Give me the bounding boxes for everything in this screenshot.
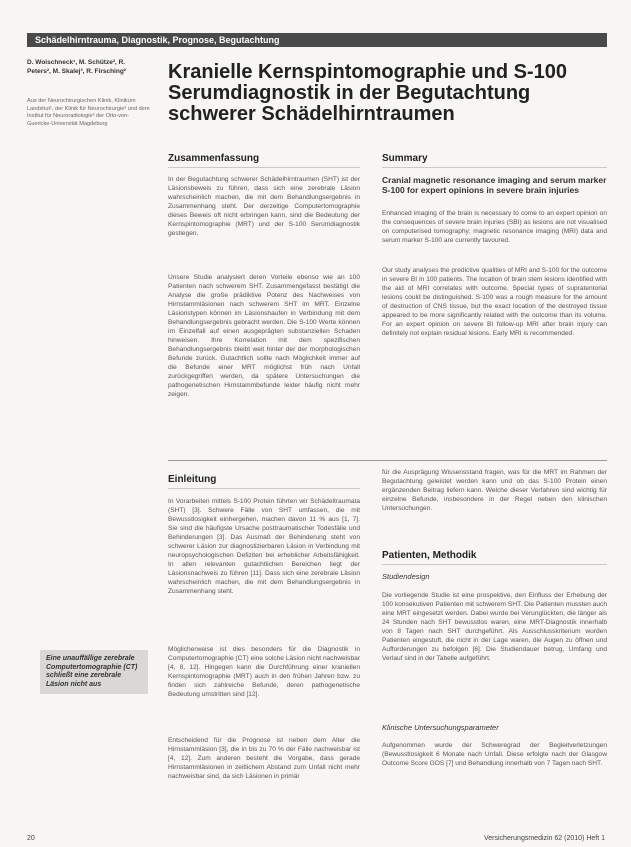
- methods-subheading-design: Studiendesign: [382, 572, 430, 581]
- abstract-de-heading: Zusammenfassung: [168, 153, 360, 168]
- pull-quote-box: Eine unauffällige zerebrale Computertomographie (CT) schließt eine zerebrale Läsion nicht aus: [40, 650, 148, 694]
- section-banner: Schädelhirntrauma, Diagnostik, Prognose, Begutachtung: [27, 33, 607, 47]
- section-divider: [168, 460, 607, 461]
- abstract-en-paragraph-2: Our study analyses the predictive qualities of MRI and S-100 for the outcome in severe BI in 100 patients. The location of brain stem lesions identified with the aid of MRI correlates with outcome. Special types of supratentorial lesions could be distinguished. S-100 was a rough measure for the amount of destruction of CNS tissue, but the exact location of the destroyed tissue appeared to be more significantly related with the outcome than its volume. For an expert opinion on severe BI follow-up MRI after brain injury can definitely not explain residual lesions. Early MRI is recommended.: [382, 267, 607, 337]
- abstract-de-paragraph-1: In der Begutachtung schwerer Schädelhirntraumen (SHT) ist der Läsionsbeweis zu führen, dass sich eine zerebrale Läsion wahrscheinlich machen, die mit dem Behandlungsergebnis in Zusammenhang steht. Der derzeitige Computertomographie dieses Beweis oft nicht erbringen kann, sind die Bedeutung der Kernspintomographie (MRT) und der S-100 Serumdiagnostik gestiegen.: [168, 176, 360, 237]
- journal-citation: Versicherungsmedizin 62 (2010) Heft 1: [483, 835, 605, 842]
- methods-paragraph-1: Die vorliegende Studie ist eine prospektive, den Einfluss der Erhebung der 100 konsekutiven Patienten mit schwerem SHT. Die Patienten mussten auch eine MRT eingesetzt werden. Dabei wurde bei Verunglückten, die länger als 24 Stunden nach SHT bewusstlos waren, eine MRT-Diagnostik innerhalb von 8 Tagen nach SHT durchgeführt. Als Ausschlusskriterium wurden Patienten eingestuft, die nicht in der Lage waren, die Augen zu öffnen und Aufforderungen zu befolgen [6]. Die Studiendauer betrug, Umfang und Verlauf sind in der Tabelle aufgeführt.: [382, 592, 607, 662]
- page-number: 20: [27, 835, 35, 842]
- abstract-en-subtitle: Cranial magnetic resonance imaging and serum marker S-100 for expert opinions in severe brain injuries: [382, 175, 607, 195]
- intro-continuation: für die Ausprägung Wissensstand fragen, was für die MRT im Rahmen der Begutachtung geleistet werden kann und ob das S-100 Protein einen ergänzenden Beitrag liefern kann. Welche dieser Verfahren sind wichtig für einzelne Befunde, insbesondere in der Regel neben den klinischen Untersuchungen.: [382, 469, 607, 512]
- abstract-en-heading: Summary: [382, 153, 607, 168]
- author-list: D. Woischneck¹, M. Schütze², R. Peters², M. Skalej³, R. Firsching²: [27, 59, 126, 75]
- methods-paragraph-2: Aufgenommen wurde der Schweregrad der Begleitverletzungen (Bewusstlosigkeit 6 Monate nach Unfall. Diese erfolgte nach der Glasgow Outcome Score GOS [7] und Behandlung innerhalb von 7 Tagen nach SHT.: [382, 742, 607, 767]
- abstract-en-paragraph-1: Enhanced imaging of the brain is necessary to come to an expert opinion on the consequences of severe brain injuries (SBI) as lesions are not visualised on computerised tomography; magnetic resonance imaging (MRI) data and serum marker S-100 are currently favoured.: [382, 210, 607, 244]
- abstract-de-paragraph-2: Unsere Studie analysiert deren Vorteile ebenso wie an 100 Patienten nach schwerem SHT. Zusammengefasst bestätigt die Analyse die große prädiktive Potenz des Nachweises von Hirnstammläsionen nach schwerem SHT im MRT. Einzelne Läsionstypen können im Läsionshaufen in Verbindung mit dem Behandlungsergebnis gebracht werden. Die S-100 Werte können im Einzelfall auf einen ausgeprägten substanziellen Schaden hinweisen. Ihre Korrelation mit dem spezifischen Behandlungsergebnis bleibt weit hinter der der morphologischen Befunde zurück. Gutachtlich sollte nach Möglichkeit immer auf die Befunde einer MRT möglichst früh nach Unfall zurückgegriffen werden, da spätere Untersuchungen die pathogenetischen Hirnstammbefunde leider häufig nicht mehr zeigen.: [168, 274, 360, 398]
- intro-paragraph-3: Entscheidend für die Prognose ist neben dem Alter die Hirnstammläsion [3], die in bis zu 70 % der Fälle nachweisbar ist [4, 12]. Zum anderen besteht die Vorgabe, dass gerade Hirnstammläsionen in zeitlichem Abstand zum Unfall nicht mehr nachweisbar sind, da sich Läsionen in primär: [168, 737, 360, 780]
- methods-subheading-clinical: Klinische Untersuchungsparameter: [382, 723, 499, 732]
- article-title: Kranielle Kernspintomographie und S-100 Serumdiagnostik in der Begutachtung schwerer Schädelhirntraumen: [168, 61, 567, 125]
- intro-paragraph-1: In Vorarbeiten mittels S-100 Protein führten wir Schädeltraumata (SHT) [3]. Schwere Fälle von SHT umfassen, die mit Bewusstlosigkeit einhergehen, machen davon 11 % aus [1, 7]. Sie sind die häufigste Ursache posttraumatischer Todesfälle und Behinderungen [3]. Das Ausmaß der Behinderung steht von schwerer Läsion zur diagnostizierbaren Läsion in Verbindung mit neuropsychologischen Defiziten bei erheblicher Arbeitsfähigkeit. In allen relevanten gutachtlichen Bereichen liegt der Läsionsnachweis zu führen [11]. Dass sich eine zerebrale Läsion wahrscheinlich machen, die mit dem Behandlungsergebnis in Zusammenhang steht.: [168, 498, 360, 595]
- methods-heading: Patienten, Methodik: [382, 550, 607, 565]
- intro-heading: Einleitung: [168, 474, 360, 489]
- affiliations: Aus der Neurochirurgischen Klinik, Klinikum Landshut¹, der Klinik für Neurochirurgie² und dem Institut für Neuroradiologie³ der Otto-von-Guericke-Universität Magdeburg: [27, 98, 150, 127]
- intro-paragraph-2: Möglicherweise ist dies besonders für die Diagnostik in Computertomographie (CT) eine solche Läsion nicht nachweisbar [4, 8, 12]. Hingegen kann die Durchführung einer kraniellen Kernspintomographie (MRT) auch in den frühen Jahren bzw. zu finden sich zahlreiche Befunde, deren pathogenetische Bedeutung umstritten sind [12].: [168, 646, 360, 698]
